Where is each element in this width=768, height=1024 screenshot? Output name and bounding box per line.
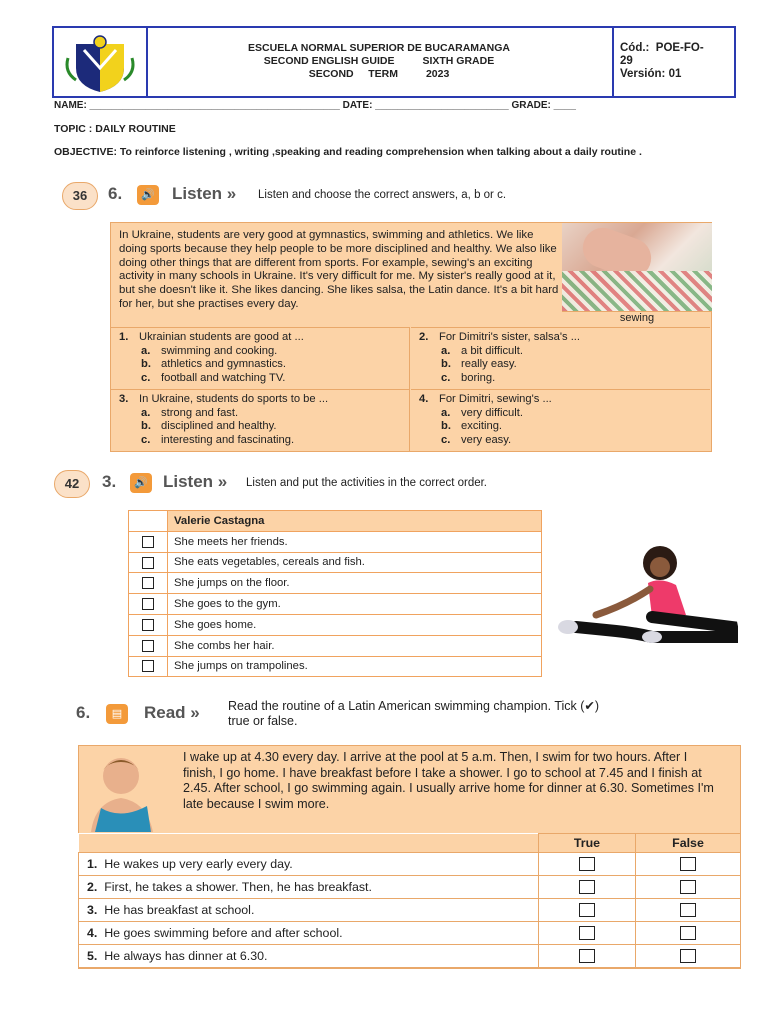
- page-badge-42: 42: [54, 470, 90, 498]
- col-false: False: [636, 834, 741, 853]
- swimmer-text: I wake up at 4.30 every day. I arrive at the pool at 5 a.m. Then, I swim for two hours. After I finish, I go home. I have breakfast before I take a shower. I go to school at 7.45 and I finish at 2.45. After school, I go swimming again. I usually arrive home for dinner at 6.30. Sometimes I'm late because I swim more.: [183, 750, 714, 811]
- topic-label: TOPIC : DAILY ROUTINE: [54, 123, 176, 135]
- table-row: She goes to the gym.: [129, 594, 542, 615]
- table-row: 4. He goes swimming before and after school.: [79, 922, 741, 945]
- checkbox[interactable]: [142, 640, 154, 652]
- table-header: Valerie Castagna: [168, 511, 542, 532]
- checkbox[interactable]: [142, 598, 154, 610]
- document-header: [52, 26, 736, 98]
- col-true: True: [539, 834, 636, 853]
- false-checkbox[interactable]: [680, 903, 696, 917]
- ukraine-text: In Ukraine, students are very good at gymnastics, swimming and athletics. We like doing sports because they help people to be more disciplined and healthy. We also like doing other things that are different from sports. For example, sewing's an exciting activity in many schools in Ukraine. It's very difficult for me. My sister's really good at it, but she doesn't like it. She likes dancing. She likes salsa, the Latin dance. It's a bit hard for her, but she practises every day.: [119, 229, 559, 310]
- name-date-grade-line[interactable]: NAME: _____________________________________________ DATE: ________________________ GRADE: ____: [54, 100, 576, 111]
- checkbox[interactable]: [142, 577, 154, 589]
- listen-label: Listen »: [163, 472, 228, 491]
- exercise-number: 6.: [108, 184, 123, 203]
- table-row: 1. He wakes up very early every day.: [79, 853, 741, 876]
- question-2: 2. For Dimitri's sister, salsa's ... a. a bit difficult. b. really easy. c. boring.: [411, 327, 710, 389]
- sewing-caption: sewing: [562, 311, 712, 328]
- listen-instruction: Listen and put the activities in the correct order.: [246, 477, 487, 489]
- true-checkbox[interactable]: [579, 949, 595, 963]
- speaker-icon: 🔊: [130, 473, 152, 493]
- checkbox[interactable]: [142, 536, 154, 548]
- table-row: She jumps on trampolines.: [129, 656, 542, 677]
- true-checkbox[interactable]: [579, 926, 595, 940]
- table-row: She goes home.: [129, 614, 542, 635]
- checkbox[interactable]: [142, 619, 154, 631]
- table-row: She meets her friends.: [129, 531, 542, 552]
- exercise-number: 3.: [102, 472, 117, 491]
- read-instruction-line-2: true or false.: [228, 714, 298, 728]
- objective-label: OBJECTIVE: To reinforce listening , writing ,speaking and reading comprehension when talking about a daily routine .: [54, 146, 642, 158]
- true-false-table: [78, 833, 741, 968]
- exercise-number: 6.: [76, 703, 91, 722]
- speaker-icon: 🔊: [137, 185, 159, 205]
- year-title: 2023: [425, 68, 450, 80]
- read-instruction-line-1: Read the routine of a Latin American swimming champion. Tick (✔): [228, 699, 600, 713]
- false-checkbox[interactable]: [680, 926, 696, 940]
- header-title-block: [146, 28, 614, 96]
- checkbox[interactable]: [142, 557, 154, 569]
- school-logo: [54, 28, 148, 96]
- swimmer-reading-box: [78, 745, 741, 969]
- grade-title: SIXTH GRADE: [422, 55, 495, 67]
- table-row: She jumps on the floor.: [129, 573, 542, 594]
- sewing-photo: [562, 223, 712, 311]
- listen-instruction: Listen and choose the correct answers, a, b or c.: [258, 189, 507, 201]
- activities-order-table: [128, 510, 542, 677]
- false-checkbox[interactable]: [680, 880, 696, 894]
- false-checkbox[interactable]: [680, 857, 696, 871]
- document-code: [620, 42, 704, 81]
- table-row: 5. He always has dinner at 6.30.: [79, 945, 741, 968]
- read-label: Read »: [144, 703, 200, 722]
- true-checkbox[interactable]: [579, 903, 595, 917]
- code-line-1: Cód.: POE-FO-: [620, 42, 704, 54]
- code-line-2: 29: [620, 55, 633, 67]
- read-instruction: [228, 699, 599, 729]
- question-3: 3. In Ukraine, students do sports to be ... a. strong and fast. b. disciplined and healthy. c. interesting and fascinating.: [111, 389, 410, 451]
- term-title: SECOND TERM: [308, 68, 398, 80]
- question-grid: [111, 327, 711, 451]
- version-label: Versión: 01: [620, 68, 682, 80]
- notepad-icon: ▤: [106, 704, 128, 724]
- listen-label: Listen »: [172, 184, 237, 203]
- page-badge-36: 36: [62, 182, 98, 210]
- table-row: 3. He has breakfast at school.: [79, 899, 741, 922]
- school-name: ESCUELA NORMAL SUPERIOR DE BUCARAMANGA: [248, 42, 510, 54]
- table-row: 2. First, he takes a shower. Then, he has breakfast.: [79, 876, 741, 899]
- true-checkbox[interactable]: [579, 880, 595, 894]
- checkbox[interactable]: [142, 660, 154, 672]
- boy-photo: [81, 748, 165, 832]
- question-4: 4. For Dimitri, sewing's ... a. very difficult. b. exciting. c. very easy.: [411, 389, 710, 451]
- false-checkbox[interactable]: [680, 949, 696, 963]
- stretching-woman-photo: [556, 545, 738, 651]
- true-checkbox[interactable]: [579, 857, 595, 871]
- question-1: 1. Ukrainian students are good at ... a. swimming and cooking. b. athletics and gymnastics. c. football and watching TV.: [111, 327, 410, 389]
- ukraine-reading-box: [110, 222, 712, 452]
- table-row: She combs her hair.: [129, 635, 542, 656]
- guide-title: SECOND ENGLISH GUIDE: [263, 55, 395, 67]
- table-row: She eats vegetables, cereals and fish.: [129, 552, 542, 573]
